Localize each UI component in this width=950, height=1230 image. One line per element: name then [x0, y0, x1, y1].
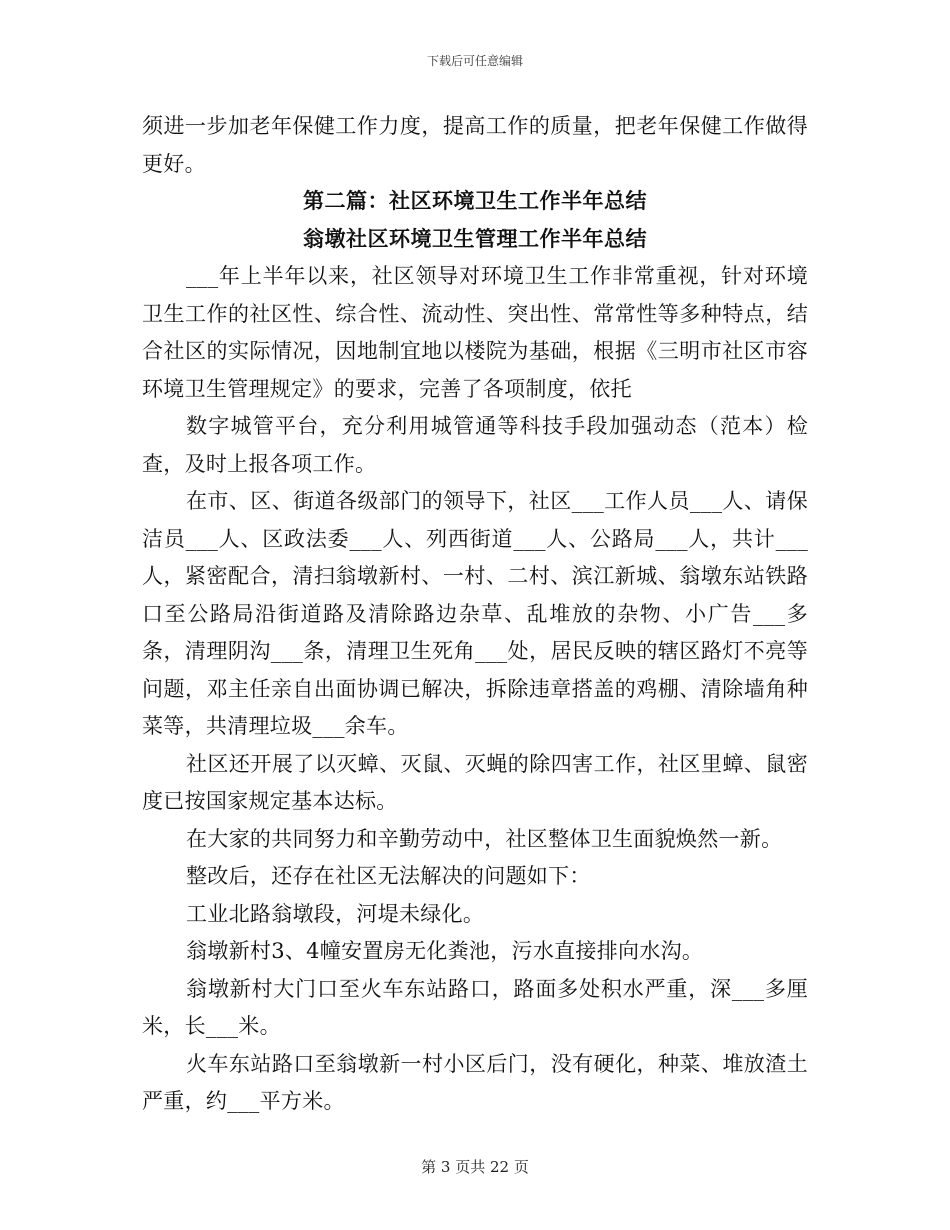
section-heading: 第二篇：社区环境卫生工作半年总结: [303, 189, 647, 213]
list-item: 工业北路翁墩段，河堤未绿化。: [186, 901, 485, 926]
paragraph: 在大家的共同努力和辛勤劳动中，社区整体卫生面貌焕然一新。: [186, 826, 783, 851]
document-body: [142, 108, 808, 1121]
paragraph: 在市、区、街道各级部门的领导下，社区___工作人员___人、请保洁员___人、区政法委___人、列西街道___人、公路局___人，共计___人，紧密配合，清扫翁墩新村、一村、二村、滨江新城、翁墩东站铁路口至公路局沿街道路及清除路边杂草、乱堆放的杂物、小广告___多条，清理阴沟___条，清理卫生死角___处，居民反映的辖区路灯不亮等问题，邓主任亲自出面协调已解决，拆除违章搭盖的鸡棚、清除墙角种菜等，共清理垃圾___余车。: [142, 489, 808, 738]
section-subheading: 翁墩社区环境卫生管理工作半年总结: [303, 226, 647, 251]
paragraph: 社区还开展了以灭蟑、灭鼠、灭蝇的除四害工作，社区里蟑、鼠密度已按国家规定基本达标。: [142, 751, 808, 813]
paragraph: 数字城管平台，充分利用城管通等科技手段加强动态（范本）检查，及时上报各项工作。: [142, 414, 808, 476]
page-number: 第 3 页共 22 页: [421, 1158, 529, 1176]
paragraph-continuation: 须进一步加老年保健工作力度，提高工作的质量，把老年保健工作做得更好。: [142, 114, 808, 176]
page-header: 下载后可任意编辑: [426, 54, 523, 68]
paragraph: 整改后，还存在社区无法解决的问题如下：: [186, 864, 591, 888]
list-item: 翁墩新村3、4幢安置房无化粪池，污水直接排向水沟。: [186, 939, 704, 963]
list-item: 翁墩新村大门口至火车东站路口，路面多处积水严重，深___多厘米，长___米。: [142, 976, 808, 1038]
list-item: 火车东站路口至翁墩新一村小区后门，没有硬化，种菜、堆放渣土严重，约___平方米。: [142, 1051, 808, 1113]
paragraph: ___年上半年以来，社区领导对环境卫生工作非常重视，针对环境卫生工作的社区性、综合性、流动性、突出性、常常性等多种特点，结合社区的实际情况，因地制宜地以楼院为基础，根据《三明市社区市容环境卫生管理规定》的要求，完善了各项制度，依托: [142, 264, 808, 401]
